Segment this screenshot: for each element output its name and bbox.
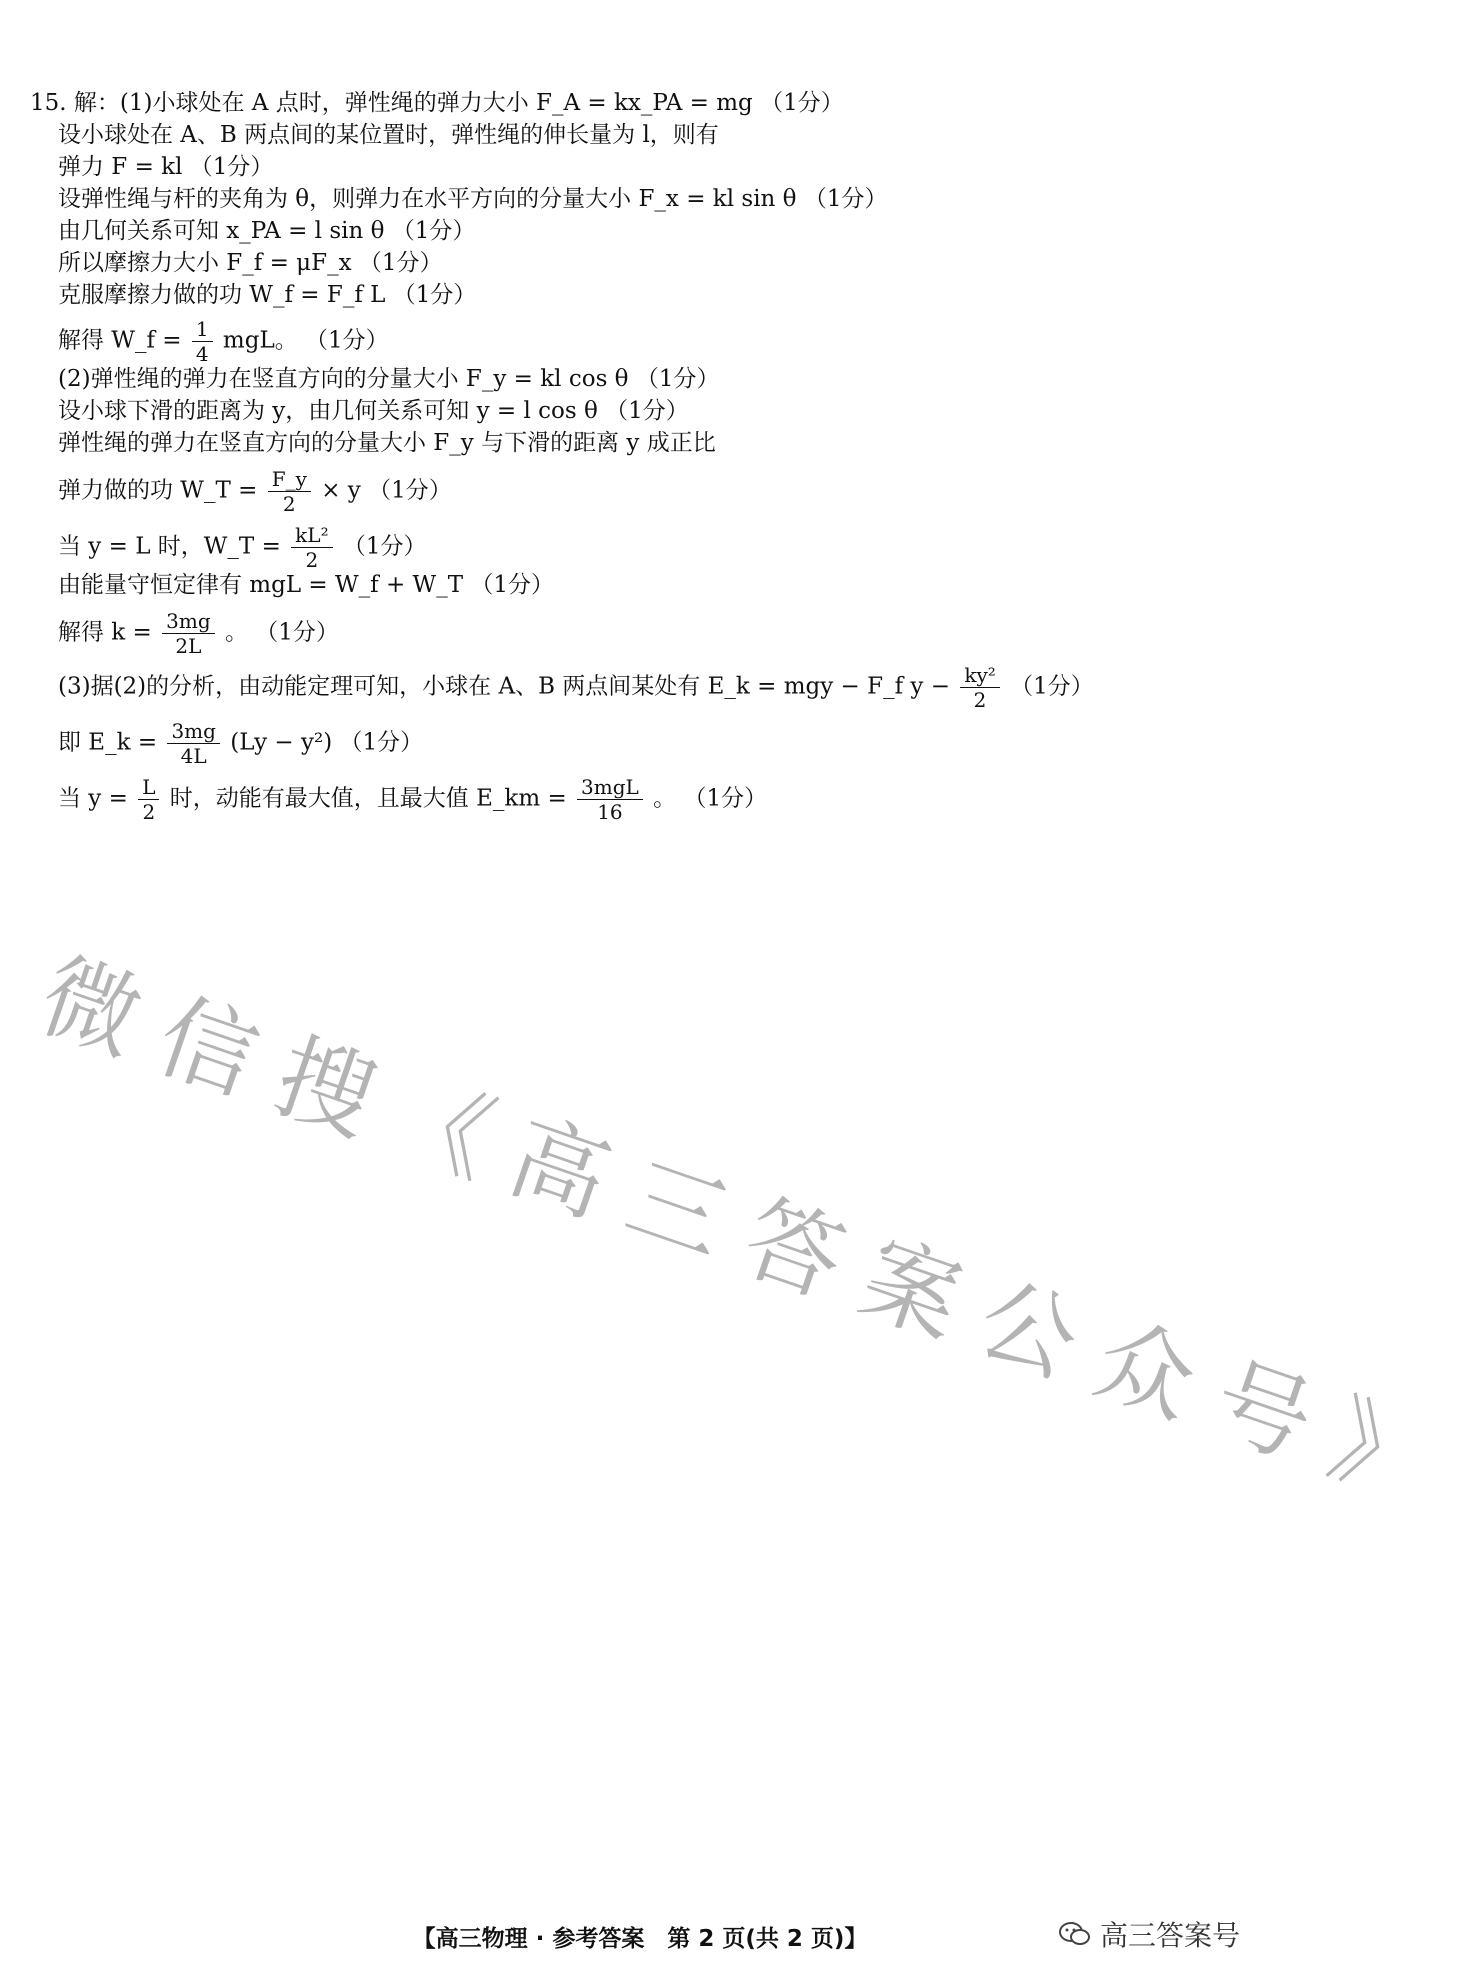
solution-line-15 [58, 609, 339, 658]
numerator: 1 [192, 318, 213, 342]
numerator: F_y [268, 468, 311, 492]
text: (Ly − y²) （1分） [230, 729, 424, 756]
denominator: 16 [597, 800, 623, 824]
fraction [291, 524, 332, 571]
denominator: 2 [142, 800, 156, 824]
solution-line-7: 克服摩擦力做的功 W_f = F_f L （1分） [58, 282, 477, 308]
fraction [577, 776, 643, 823]
text: （1分） [342, 533, 427, 560]
text: (3)据(2)的分析，由动能定理可知，小球在 A、B 两点间某处有 E_k = mgy − F_f y − [58, 673, 951, 700]
brand-mark [1058, 1914, 1240, 1954]
solution-line-13 [58, 523, 427, 572]
solution-line-2: 设小球处在 A、B 两点间的某位置时，弹性绳的伸长量为 l，则有 [58, 122, 719, 148]
denominator: 4 [195, 342, 209, 366]
fraction [960, 664, 999, 711]
text: 弹力做的功 W_T = [58, 477, 258, 504]
brand-text: 高三答案号 [1099, 1919, 1240, 1952]
text: mgL。 （1分） [222, 327, 389, 354]
wechat-icon [1058, 1920, 1092, 1948]
solution-line-5: 由几何关系可知 x_PA = l sin θ （1分） [58, 218, 476, 244]
solution-line-17 [58, 719, 424, 768]
solution-line-4: 设弹性绳与杆的夹角为 θ，则弹力在水平方向的分量大小 F_x = kl sin θ （1分） [58, 186, 888, 212]
solution-line-1: 15. 解：(1)小球处在 A 点时，弹性绳的弹力大小 F_A = kx_PA = mg （1分） [30, 90, 844, 116]
text: 即 E_k = [58, 729, 158, 756]
numerator: kL² [291, 524, 332, 548]
denominator: 2L [175, 634, 202, 658]
text: 当 y = L 时，W_T = [58, 533, 281, 560]
fraction [167, 720, 220, 767]
fraction [138, 776, 159, 823]
solution-line-8 [58, 317, 389, 366]
denominator: 2 [282, 492, 296, 516]
solution-line-12 [58, 467, 452, 516]
denominator: 2 [973, 688, 987, 712]
watermark: 微信搜《高三答案公众号》 [27, 938, 1471, 1530]
text: × y （1分） [321, 477, 452, 504]
solution-line-10: 设小球下滑的距离为 y，由几何关系可知 y = l cos θ （1分） [58, 398, 689, 424]
fraction [192, 318, 213, 365]
text: 当 y = [58, 785, 128, 812]
text: 时，动能有最大值，且最大值 E_km = [169, 785, 567, 812]
denominator: 4L [180, 744, 207, 768]
solution-line-14: 由能量守恒定律有 mgL = W_f + W_T （1分） [58, 572, 554, 598]
numerator: 3mg [162, 610, 215, 634]
page-footer: 【高三物理 · 参考答案 第 2 页(共 2 页)】 [412, 1926, 868, 1952]
solution-line-16 [58, 663, 1094, 712]
fraction [162, 610, 215, 657]
solution-line-3: 弹力 F = kl （1分） [58, 154, 274, 180]
text: 解得 W_f = [58, 327, 182, 354]
denominator: 2 [305, 548, 319, 572]
fraction [268, 468, 311, 515]
solution-line-18 [58, 775, 768, 824]
text: （1分） [1010, 673, 1094, 700]
numerator: L [138, 776, 159, 800]
numerator: ky² [960, 664, 999, 688]
solution-line-9: (2)弹性绳的弹力在竖直方向的分量大小 F_y = kl cos θ （1分） [58, 366, 720, 392]
numerator: 3mgL [577, 776, 643, 800]
solution-line-11: 弹性绳的弹力在竖直方向的分量大小 F_y 与下滑的距离 y 成正比 [58, 430, 716, 456]
text: 。 （1分） [224, 619, 339, 646]
solution-line-6: 所以摩擦力大小 F_f = μF_x （1分） [58, 250, 443, 276]
text: 解得 k = [58, 619, 152, 646]
text: 。 （1分） [653, 785, 768, 812]
numerator: 3mg [167, 720, 220, 744]
